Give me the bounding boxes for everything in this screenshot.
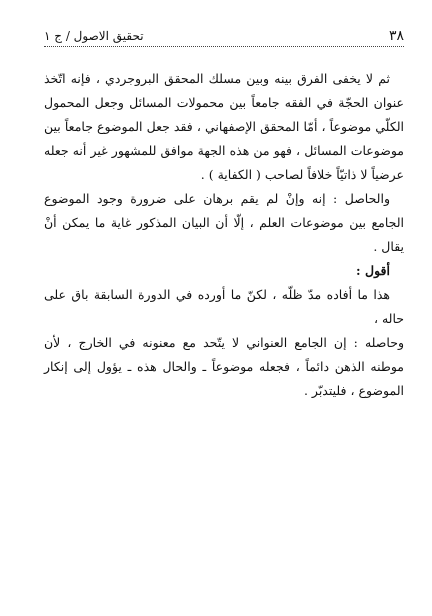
paragraph: والحاصل : إنه وإنْ لم يقم برهان على ضرورة وجود الموضوع الجامع بين موضوعات العلم ، إلّا أن البيان المذكور غاية ما يمكن أنْ يقال . — [44, 191, 404, 254]
page-number: ٣٨ — [388, 28, 404, 44]
running-title: تحقيق الاصول / ج ١ — [44, 29, 144, 43]
document-page — [44, 28, 404, 403]
section-heading: أقول : — [356, 263, 390, 278]
paragraph: هذا ما أفاده مدّ ظلّه ، لكنّ ما أورده في الدورة السابقة باق على حاله ، — [44, 287, 404, 326]
paragraph: وحاصله : إن الجامع العنواني لا يتّحد مع معنونه في الخارج ، لأن موطنه الذهن دائماً ، فجعله موضوعاً ـ والحال هذه ـ يؤول إلى إنكار الموضوع ، فليتدبّر . — [44, 335, 404, 398]
paragraph: ثم لا يخفى الفرق بينه وبين مسلك المحقق البروجردي ، فإنه اتّخذ عنوان الحجّة في الفقه جامعاً بين محمولات المسائل وجعل المحمول الكلّي موضوعاً ، أمّا المحقق الإصفهاني ، فقد جعل الموضوع جامعاً بين موضوعات المسائل ، فهو من هذه الجهة موافق للمشهور غير أنه جعله عرضياً لا ذاتيّاً خلافاً لصاحب ( الكفاية ) . — [44, 71, 404, 182]
page-body — [44, 67, 404, 403]
page-header — [44, 28, 404, 47]
